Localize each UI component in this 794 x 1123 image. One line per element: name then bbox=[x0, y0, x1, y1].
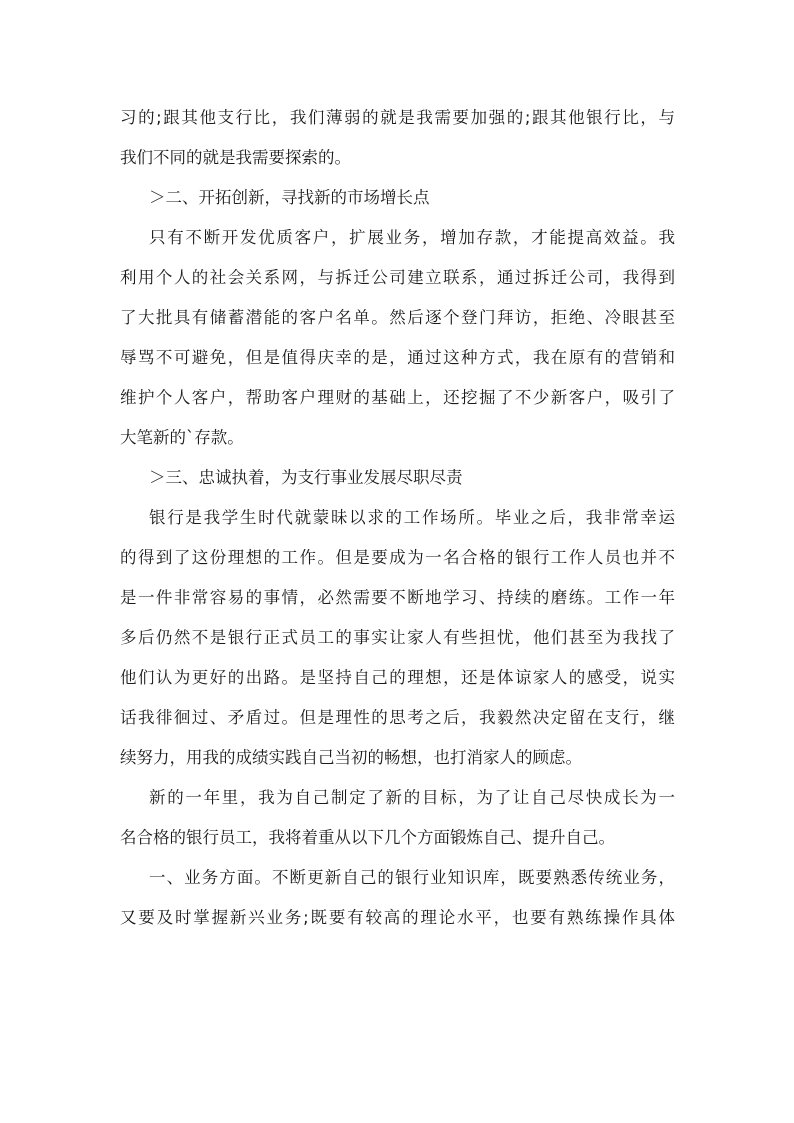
body-line: 是一件非常容易的事情，必然需要不断地学习、持续的磨练。工作一年 bbox=[120, 588, 675, 607]
body-line: 利用个人的社会关系网，与拆迁公司建立联系，通过拆迁公司，我得到 bbox=[120, 268, 675, 287]
body-line: 只有不断开发优质客户，扩展业务，增加存款，才能提高效益。我 bbox=[149, 228, 675, 247]
body-line: 了大批具有储蓄潜能的客户名单。然后逐个登门拜访，拒绝、冷眼甚至 bbox=[120, 308, 675, 327]
body-line: 话我徘徊过、矛盾过。但是理性的思考之后，我毅然决定留在支行，继 bbox=[120, 708, 675, 727]
body-line: 的得到了这份理想的工作。但是要成为一名合格的银行工作人员也并不 bbox=[120, 548, 675, 567]
body-line: 维护个人客户，帮助客户理财的基础上，还挖掘了不少新客户，吸引了 bbox=[120, 388, 675, 407]
section-heading: ＞二、开拓创新，寻找新的市场增长点 bbox=[149, 188, 430, 207]
section-heading: ＞三、忠诚执着，为支行事业发展尽职尽责 bbox=[149, 468, 463, 487]
body-line: 多后仍然不是银行正式员工的事实让家人有些担忧，他们甚至为我找了 bbox=[120, 628, 675, 647]
body-line: 他们认为更好的出路。是坚持自己的理想，还是体谅家人的感受，说实 bbox=[120, 668, 675, 687]
body-line: 习的;跟其他支行比，我们薄弱的就是我需要加强的;跟其他银行比，与 bbox=[120, 108, 675, 127]
body-line: 新的一年里，我为自己制定了新的目标，为了让自己尽快成长为一 bbox=[149, 788, 675, 807]
body-line: 续努力，用我的成绩实践自己当初的畅想，也打消家人的顾虑。 bbox=[120, 748, 582, 767]
body-line: 辱骂不可避免，但是值得庆幸的是，通过这种方式，我在原有的营销和 bbox=[120, 348, 675, 367]
body-line: 我们不同的就是我需要探索的。 bbox=[120, 148, 351, 167]
document-body bbox=[120, 102, 675, 942]
body-line: 银行是我学生时代就蒙昧以求的工作场所。毕业之后，我非常幸运 bbox=[149, 508, 675, 527]
body-line: 大笔新的`存款。 bbox=[120, 428, 244, 447]
body-line: 一、业务方面。不断更新自己的银行业知识库，既要熟悉传统业务， bbox=[149, 868, 675, 887]
body-line: 又要及时掌握新兴业务;既要有较高的理论水平，也要有熟练操作具体 bbox=[120, 908, 675, 927]
body-line: 名合格的银行员工，我将着重从以下几个方面锻炼自己、提升自己。 bbox=[120, 828, 615, 847]
